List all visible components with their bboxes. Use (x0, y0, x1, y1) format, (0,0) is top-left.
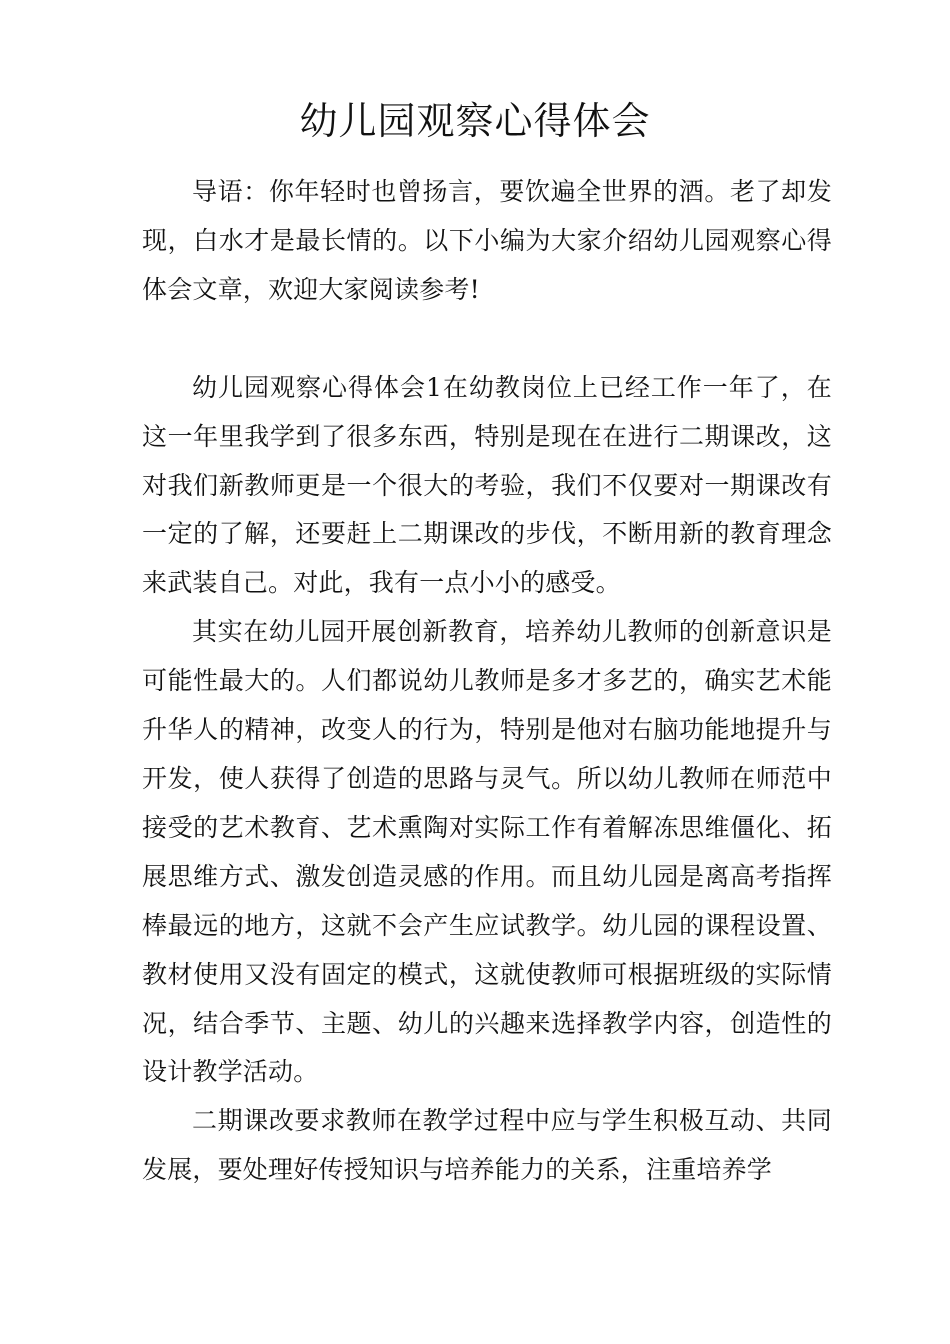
body-paragraph-3: 二期课改要求教师在教学过程中应与学生积极互动、共同发展，要处理好传授知识与培养能力的关系，注重培养学 (142, 1106, 832, 1185)
document-body (142, 168, 832, 1195)
body-paragraph-1: 幼儿园观察心得体会1在幼教岗位上已经工作一年了，在这一年里我学到了很多东西，特别是现在在进行二期课改，这对我们新教师更是一个很大的考验，我们不仅要对一期课改有一定的了解，还要赶上二期课改的步伐，不断用新的教育理念来武装自己。对此，我有一点小小的感受。 (142, 372, 832, 598)
document-title: 幼儿园观察心得体会 (299, 99, 651, 143)
body-paragraph-2: 其实在幼儿园开展创新教育，培养幼儿教师的创新意识是可能性最大的。人们都说幼儿教师是多才多艺的，确实艺术能升华人的精神，改变人的行为，特别是他对右脑功能地提升与开发，使人获得了创造的思路与灵气。所以幼儿教师在师范中接受的艺术教育、艺术熏陶对实际工作有着解冻思维僵化、拓展思维方式、激发创造灵感的作用。而且幼儿园是离高考指挥棒最远的地方，这就不会产生应试教学。幼儿园的课程设置、教材使用又没有固定的模式，这就使教师可根据班级的实际情况，结合季节、主题、幼儿的兴趣来选择教学内容，创造性的设计教学活动。 (142, 617, 832, 1087)
paragraph-spacer (142, 315, 832, 364)
intro-paragraph: 导语：你年轻时也曾扬言，要饮遍全世界的酒。老了却发现，白水才是最长情的。以下小编为大家介绍幼儿园观察心得体会文章，欢迎大家阅读参考! (142, 177, 832, 304)
